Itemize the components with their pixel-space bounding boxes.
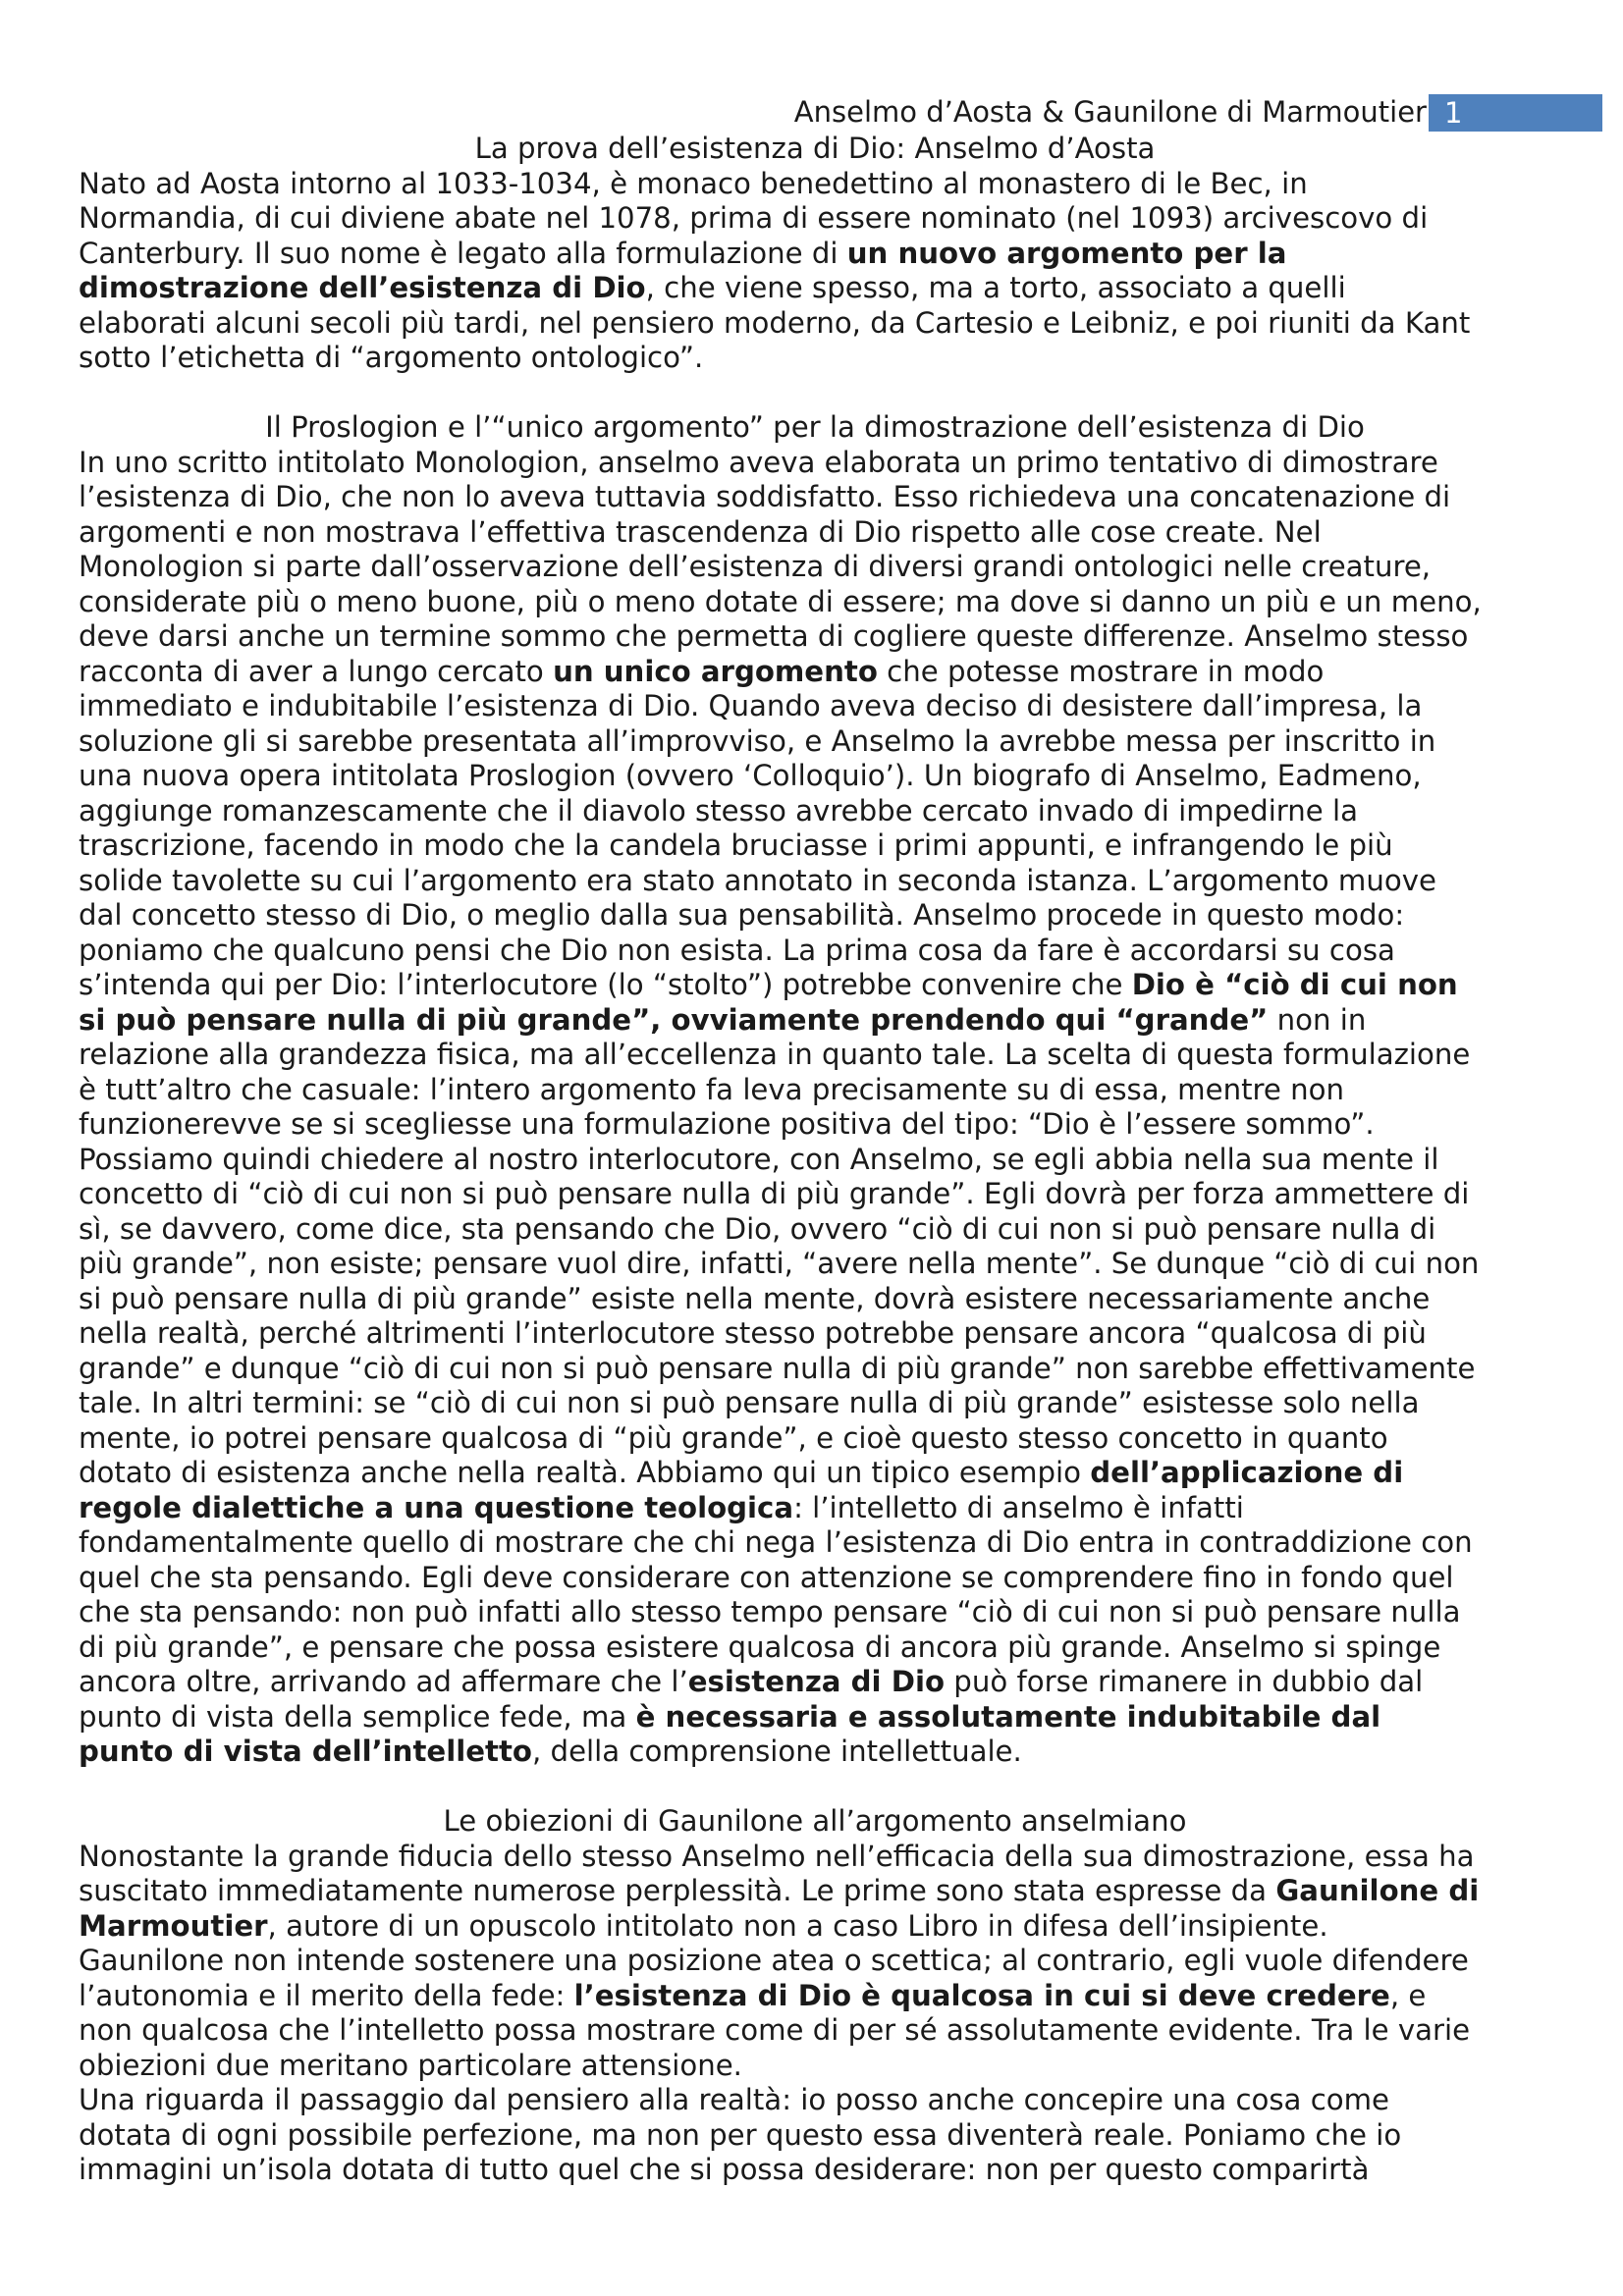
text-line: considerate più o meno buone, più o meno dotate di essere; ma dove si danno un più e un meno,	[79, 584, 1482, 618]
text-span: ancora oltre, arrivando ad affermare che l’	[79, 1665, 688, 1698]
text-line	[79, 1700, 1551, 1735]
bold-text: un unico argomento	[553, 654, 878, 688]
bold-text: regole dialettiche a una questione teologica	[79, 1490, 794, 1524]
bold-text: si può pensare nulla di più grande”, ovviamente prendendo qui “grande”	[79, 1002, 1269, 1037]
paragraph-spacer	[79, 1770, 1551, 1805]
text-line: che sta pensando: non può infatti allo stesso tempo pensare “ciò di cui non si può pensare nulla	[79, 1595, 1461, 1629]
text-line: l’esistenza di Dio, che non lo aveva tuttavia soddisfatto. Esso richiedeva una concatenazione di	[79, 480, 1451, 513]
text-line: poniamo che qualcuno pensi che Dio non esista. La prima cosa da fare è accordarsi su cosa	[79, 933, 1395, 967]
text-line	[79, 237, 1551, 272]
text-span: suscitato immediatamente numerose perplessità. Le prime sono stata espresse da	[79, 1874, 1276, 1907]
text-span: s’intenda qui per Dio: l’interlocutore (lo “stolto”) potrebbe convenire che	[79, 968, 1132, 1001]
text-line: solide tavolette su cui l’argomento era stato annotato in seconda istanza. L’argomento muove	[79, 863, 1436, 897]
text-line	[79, 1735, 1551, 1770]
text-span: racconta di aver a lungo cercato	[79, 654, 554, 688]
text-line: grande” e dunque “ciò di cui non si può pensare nulla di più grande” non sarebbe effettivamente	[79, 1351, 1476, 1385]
text-line: soluzione gli si sarebbe presentata all’improvviso, e Anselmo la avrebbe messa per inscritto in	[79, 723, 1436, 758]
text-line	[79, 1003, 1551, 1039]
text-line: mente, io potrei pensare qualcosa di “più grande”, e cioè questo stesso concetto in quanto	[79, 1420, 1388, 1455]
text-span: dotato di esistenza anche nella realtà. Abbiamo qui un tipico esempio	[79, 1456, 1091, 1489]
text-line: non qualcosa che l’intelletto possa mostrare come di per sé assolutamente evidente. Tra le varie	[79, 2013, 1471, 2047]
text-line: quel che sta pensando. Egli deve considerare con attenzione se comprendere fino in fondo quel	[79, 1560, 1454, 1594]
paragraph-objections	[79, 1840, 1551, 2188]
text-line: nella realtà, perché altrimenti l’interlocutore stesso potrebbe pensare ancora “qualcosa di più	[79, 1316, 1427, 1350]
bold-text: dell’applicazione di	[1090, 1456, 1404, 1489]
text-line: aggiunge romanzescamente che il diavolo stesso avrebbe cercato invado di impedirne la	[79, 793, 1359, 828]
text-line: Possiamo quindi chiedere al nostro interlocutore, con Anselmo, se egli abbia nella sua mente il	[79, 1142, 1439, 1176]
text-line: dotata di ogni possibile perfezione, ma non per questo essa diventerà reale. Poniamo che io	[79, 2117, 1402, 2152]
text-line	[79, 1909, 1551, 1945]
bold-text: punto di vista dell’intelletto	[79, 1735, 532, 1768]
paragraph-spacer	[79, 376, 1551, 411]
section-heading-proslogion: Il Proslogion e l’“unico argomento” per la dimostrazione dell’esistenza di Dio	[265, 410, 1365, 444]
bold-text: un nuovo argomento per la	[846, 236, 1287, 270]
text-line: elaborati alcuni secoli più tardi, nel pensiero moderno, da Cartesio e Leibniz, e poi riuniti da Kant	[79, 305, 1471, 340]
page-number-badge: 1	[1429, 94, 1602, 132]
text-line	[79, 1874, 1551, 1909]
text-line: Monologion si parte dall’osservazione dell’esistenza di diversi grandi ontologici nelle creature,	[79, 550, 1432, 583]
text-line	[79, 968, 1551, 1003]
bold-text: dimostrazione dell’esistenza di Dio	[79, 271, 646, 304]
running-header-title: Anselmo d’Aosta & Gaunilone di Marmoutier	[793, 95, 1427, 129]
text-line: Una riguarda il passaggio dal pensiero alla realtà: io posso anche concepire una cosa come	[79, 2083, 1390, 2116]
text-line: Normandia, di cui diviene abate nel 1078, prima di essere nominato (nel 1093) arcivescovo di	[79, 201, 1429, 235]
section-heading-gaunilone: Le obiezioni di Gaunilone all’argomento anselmiano	[443, 1804, 1187, 1838]
section-heading-anselmo: La prova dell’esistenza di Dio: Anselmo d’Aosta	[474, 132, 1156, 165]
text-line: Gaunilone non intende sostenere una posizione atea o scettica; al contrario, egli vuole difendere	[79, 1944, 1469, 1977]
text-span: Canterbury. Il suo nome è legato alla formulazione di	[79, 236, 847, 270]
text-line: immagini un’isola dotata di tutto quel che si possa desiderare: non per questo comparirtà	[79, 2153, 1370, 2186]
text-line	[79, 1979, 1551, 2014]
text-line	[79, 1491, 1551, 1526]
text-span: , e	[1389, 1978, 1427, 2012]
text-line: concetto di “ciò di cui non si può pensare nulla di più grande”. Egli dovrà per forza ammettere di	[79, 1177, 1470, 1210]
text-span: , che viene spesso, ma a torto, associato a quelli	[645, 271, 1346, 304]
bold-text: l’esistenza di Dio è qualcosa in cui si deve credere	[573, 1978, 1390, 2012]
text-line: fondamentalmente quello di mostrare che chi nega l’esistenza di Dio entra in contraddizione con	[79, 1525, 1473, 1559]
text-line: più grande”, non esiste; pensare vuol dire, infatti, “avere nella mente”. Se dunque “ciò di cui non	[79, 1247, 1480, 1280]
text-line	[79, 1665, 1551, 1700]
text-line: sì, se davvero, come dice, sta pensando che Dio, ovvero “ciò di cui non si può pensare nulla di	[79, 1211, 1436, 1246]
text-line	[79, 1456, 1551, 1491]
text-line: trascrizione, facendo in modo che la candela bruciasse i primi appunti, e infrangendo le più	[79, 828, 1393, 862]
bold-text: è necessaria e assolutamente indubitabile dal	[635, 1699, 1381, 1734]
text-span: , della comprensione intellettuale.	[531, 1735, 1022, 1768]
text-line: argomenti e non mostrava l’effettiva trascendenza di Dio rispetto alle cose create. Nel	[79, 514, 1322, 549]
text-span: , autore di un opuscolo intitolato non a caso Libro in difesa dell’insipiente.	[267, 1908, 1328, 1943]
text-line	[79, 271, 1551, 306]
text-line: si può pensare nulla di più grande” esiste nella mente, dovrà esistere necessariamente anche	[79, 1281, 1431, 1315]
paragraph-argument	[79, 446, 1551, 1770]
text-line: dal concetto stesso di Dio, o meglio dalla sua pensabilità. Anselmo procede in questo modo:	[79, 898, 1405, 932]
text-line: sotto l’etichetta di “argomento ontologico”.	[79, 341, 704, 374]
text-span: può forse rimanere in dubbio dal	[945, 1665, 1424, 1698]
bold-text: Gaunilone di	[1275, 1874, 1480, 1907]
text-span: che potesse mostrare in modo	[877, 654, 1325, 688]
bold-text: Dio è “ciò di cui non	[1131, 968, 1458, 1001]
text-line: funzionerevve se si scegliesse una formulazione positiva del tipo: “Dio è l’essere sommo”.	[79, 1107, 1375, 1141]
text-line: Nato ad Aosta intorno al 1033-1034, è monaco benedettino al monastero di le Bec, in	[79, 166, 1308, 200]
text-line: è tutt’altro che casuale: l’intero argomento fa leva precisamente su di essa, mentre non	[79, 1072, 1344, 1106]
text-span: non in	[1268, 1002, 1367, 1037]
text-span: punto di vista della semplice fede, ma	[79, 1699, 636, 1734]
text-line: tale. In altri termini: se “ciò di cui non si può pensare nulla di più grande” esistesse solo nella	[79, 1386, 1420, 1419]
text-line: di più grande”, e pensare che possa esistere qualcosa di ancora più grande. Anselmo si spinge	[79, 1629, 1441, 1664]
text-line: relazione alla grandezza fisica, ma all’eccellenza in quanto tale. La scelta di questa formulazione	[79, 1038, 1471, 1071]
text-span: : l’intelletto di anselmo è infatti	[793, 1490, 1244, 1524]
bold-text: Marmoutier	[79, 1908, 268, 1943]
document-body	[79, 132, 1551, 2188]
text-line: obiezioni due meritano particolare attensione.	[79, 2048, 742, 2082]
paragraph-biography	[79, 167, 1551, 376]
text-line: deve darsi anche un termine sommo che permetta di cogliere queste differenze. Anselmo stesso	[79, 619, 1469, 653]
text-line: una nuova opera intitolata Proslogion (ovvero ‘Colloquio’). Un biografo di Anselmo, Eadmeno,	[79, 759, 1422, 792]
text-line: In uno scritto intitolato Monologion, anselmo aveva elaborata un primo tentativo di dimostrare	[79, 445, 1438, 479]
text-span: l’autonomia e il merito della fede:	[79, 1978, 574, 2012]
text-line: immediato e indubitabile l’esistenza di Dio. Quando aveva deciso di desistere dall’impresa, la	[79, 689, 1423, 722]
bold-text: esistenza di Dio	[687, 1665, 946, 1698]
text-line	[79, 655, 1551, 690]
text-line: Nonostante la grande fiducia dello stesso Anselmo nell’efficacia della sua dimostrazione, essa ha	[79, 1839, 1475, 1873]
